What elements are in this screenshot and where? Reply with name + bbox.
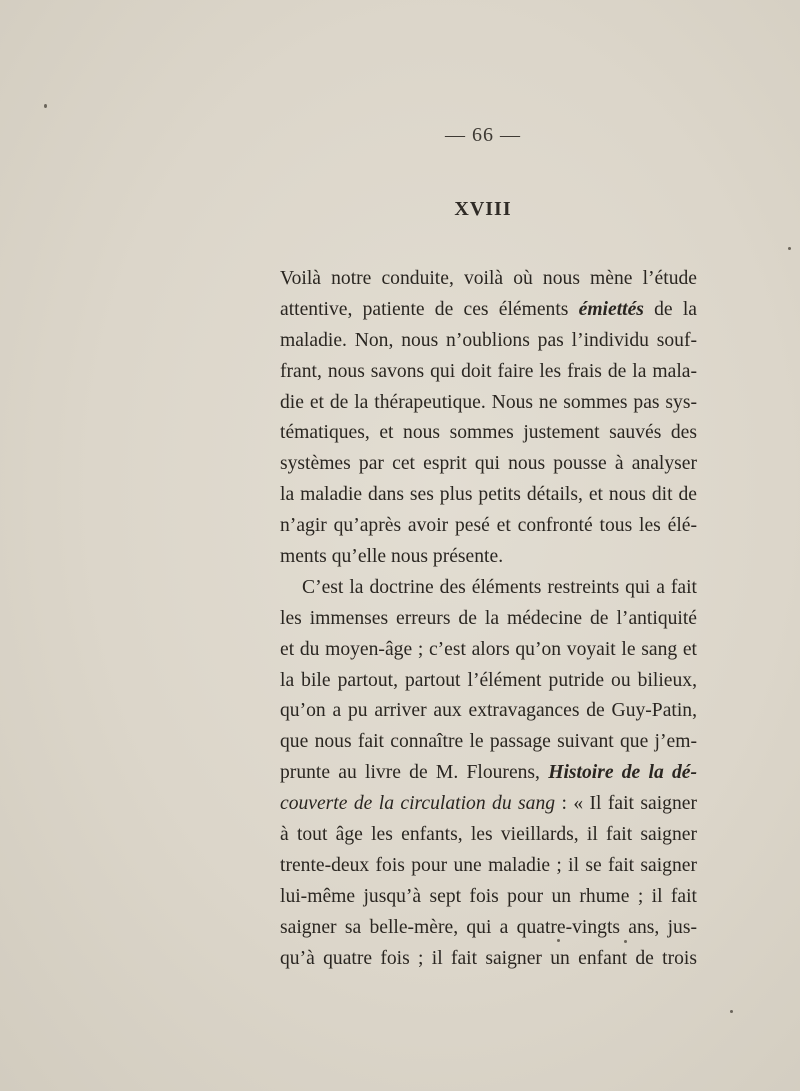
text-line: [280, 326, 697, 357]
text-run: les immenses erreurs de la médecine de l’antiquité: [280, 607, 697, 629]
text-line: [280, 418, 697, 449]
text-line: [280, 635, 697, 666]
paper-speck: [624, 940, 627, 943]
text-line: [280, 727, 697, 758]
text-run: frant, nous savons qui doit faire les frais de la mala-: [280, 360, 697, 382]
text-line: [280, 696, 697, 727]
paper-speck: [44, 104, 47, 108]
text-line: [280, 758, 697, 789]
text-line: [280, 666, 697, 697]
paper-speck: [557, 939, 560, 942]
paper-speck: [730, 1010, 733, 1013]
text-line: [280, 264, 697, 295]
text-line: [280, 480, 697, 511]
text-run: et du moyen-âge ; c’est alors qu’on voyait le sang et: [280, 638, 697, 660]
text-run: que nous fait connaître le passage suivant que j’em-: [280, 731, 697, 753]
text-line: [280, 882, 697, 913]
text-line: [280, 449, 697, 480]
text-run: à tout âge les enfants, les vieillards, il fait saigner: [280, 824, 697, 846]
chapter-heading: XVIII: [454, 198, 512, 220]
text-run: la bile partout, partout l’élément putride ou bilieux,: [280, 669, 697, 691]
emphasis-text: Histoire de la dé-: [548, 762, 697, 784]
text-line: [280, 573, 697, 604]
text-run: attentive, patiente de ces éléments: [280, 298, 579, 320]
text-line: [280, 820, 697, 851]
text-run: trente-deux fois pour une maladie ; il se fait saigner: [280, 854, 697, 876]
text-run: ments qu’elle nous présente.: [280, 546, 504, 568]
text-run: Voilà notre conduite, voilà où nous mène l’étude: [280, 268, 697, 289]
text-run: de la: [643, 298, 697, 320]
text-line: [280, 789, 697, 820]
paragraph: [280, 264, 697, 573]
text-line: [280, 388, 697, 419]
text-line: [280, 944, 697, 975]
text-run: maladie. Non, nous n’oublions pas l’individu souf-: [280, 329, 697, 351]
text-line: [280, 511, 697, 542]
text-run: la maladie dans ses plus petits détails, et nous dit de: [280, 484, 697, 506]
paper-speck: [788, 247, 791, 250]
text-run: lui-même jusqu’à sept fois pour un rhume ; il fait: [280, 885, 697, 907]
text-line: [280, 851, 697, 882]
text-run: prunte au livre de M. Flourens,: [280, 762, 549, 784]
text-run: saigner sa belle-mère, qui a quatre-vingts ans, jus-: [280, 916, 697, 938]
text-line: [280, 357, 697, 388]
body-text: [280, 264, 697, 974]
text-run: qu’on a pu arriver aux extravagances de Guy-Patin,: [280, 700, 697, 722]
text-line: [280, 604, 697, 635]
page-number: — 66 —: [445, 124, 521, 146]
text-line: [280, 913, 697, 944]
text-run: C’est la doctrine des éléments restreints qui a fait: [302, 576, 697, 598]
text-line: [280, 295, 697, 326]
text-line: [280, 542, 697, 573]
text-run: systèmes par cet esprit qui nous pousse à analyser: [280, 453, 697, 475]
emphasis-text: couverte de la circulation du sang: [280, 793, 556, 815]
emphasis-text: émiettés: [578, 298, 644, 320]
paragraph: [280, 573, 697, 975]
text-run: die et de la thérapeutique. Nous ne sommes pas sys-: [280, 391, 697, 413]
text-run: : « Il fait saigner: [555, 793, 697, 815]
text-run: tématiques, et nous sommes justement sauvés des: [280, 422, 697, 444]
text-run: qu’à quatre fois ; il fait saigner un enfant de trois: [280, 947, 697, 969]
text-run: n’agir qu’après avoir pesé et confronté tous les élé-: [280, 515, 697, 537]
